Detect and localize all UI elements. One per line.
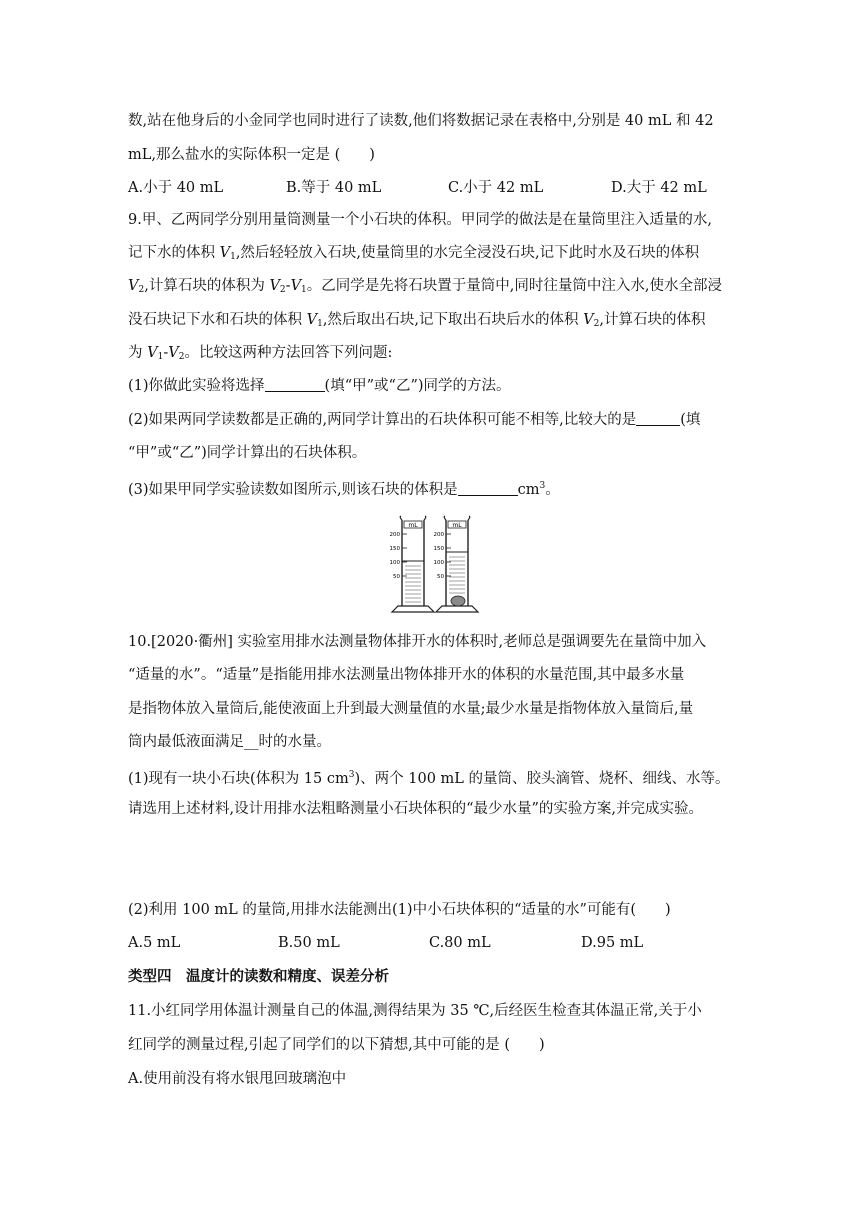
- tick-label: 200: [389, 532, 400, 538]
- q9-subquestion-2: (2)如果两同学读数都是正确的,两同学计算出的石块体积可能不相等,比较大的是 (填: [128, 412, 701, 428]
- q10-text-line-4: 筒内最低液面满足__时的水量。: [128, 734, 331, 750]
- tick-label: 150: [433, 546, 444, 552]
- q10-text-line-3: 是指物体放入量筒后,能使液面上升到最大测量值的水量;最少水量是指物体放入量筒后,量: [128, 701, 694, 717]
- section-heading: 类型四 温度计的读数和精度、误差分析: [128, 969, 389, 985]
- answer-blank[interactable]: [636, 411, 680, 426]
- cylinder-left: [390, 516, 435, 612]
- unit-label: mL: [408, 522, 418, 529]
- unit-label: mL: [452, 522, 462, 529]
- graduated-cylinders-figure: [378, 514, 482, 618]
- tick-label: 150: [389, 546, 400, 552]
- stone: [451, 596, 465, 606]
- q8-option-d: D.大于 42 mL: [611, 180, 707, 196]
- q10-subquestion-2: (2)利用 100 mL 的量筒,用排水法能测出(1)中小石块体积的“适量的水”可能有( ): [128, 902, 671, 918]
- q10-subquestion-1: (1)现有一块小石块(体积为 15 $cm^3$)、两个 100 mL 的量筒、胶头滴管、烧杯、细线、水等。: [128, 770, 730, 787]
- q9-subquestion-1: (1)你做此实验将选择 (填“甲”或“乙”)同学的方法。: [128, 378, 511, 394]
- tick-label: 100: [389, 560, 400, 566]
- q8-option-b: B.等于 40 mL: [286, 180, 382, 196]
- q9-subquestion-2-cont: “甲”或“乙”)同学计算出的石块体积。: [128, 445, 367, 461]
- q10-text-line-1: 10.[2020·衢州] 实验室用排水法测量物体排开水的体积时,老师总是强调要先在量筒中加入: [128, 634, 707, 650]
- q9-text-line-3: $V_2$,计算石块的体积为 $V_2-V_1$。乙同学是先将石块置于量筒中,同时往量筒中注入水,使水全部浸: [128, 278, 722, 295]
- q9-text-line-4: 没石块记下水和石块的体积 $V_1$,然后取出石块,记下取出石块后水的体积 $V_2$,计算石块的体积: [128, 312, 706, 329]
- q10-text-line-2: “适量的水”。“适量”是指能用排水法测量出物体排开水的体积的水量范围,其中最多水量: [128, 667, 685, 683]
- q10-option-b: B.50 mL: [278, 935, 340, 951]
- q11-text-line-2: 红同学的测量过程,引起了同学们的以下猜想,其中可能的是 ( ): [128, 1037, 545, 1053]
- tick-label: 200: [433, 532, 444, 538]
- q9-text-line-2: 记下水的体积 $V_1$,然后轻轻放入石块,使量筒里的水完全浸没石块,记下此时水及石块的体积: [128, 245, 700, 262]
- tick-label: 50: [437, 574, 444, 580]
- q11-option-a: A.使用前没有将水银甩回玻璃泡中: [128, 1071, 347, 1087]
- q8-text-line-1: 数,站在他身后的小金同学也同时进行了读数,他们将数据记录在表格中,分别是 40 mL 和 42: [128, 113, 714, 129]
- tick-label: 100: [433, 560, 444, 566]
- q10-option-c: C.80 mL: [429, 935, 491, 951]
- q9-subquestion-3: (3)如果甲同学实验读数如图所示,则该石块的体积是 $cm^3$。: [128, 481, 560, 498]
- q11-text-line-1: 11.小红同学用体温计测量自己的体温,测得结果为 35 ℃,后经医生检查其体温正常,关于小: [128, 1003, 702, 1019]
- q8-option-c: C.小于 42 mL: [448, 180, 544, 196]
- q9-text-line-1: 9.甲、乙两同学分别用量筒测量一个小石块的体积。甲同学的做法是在量筒里注入适量的水,: [128, 212, 712, 228]
- tick-label: 50: [393, 574, 400, 580]
- q10-option-d: D.95 mL: [581, 935, 644, 951]
- answer-blank[interactable]: [458, 481, 518, 496]
- q10-option-a: A.5 mL: [128, 935, 181, 951]
- q8-option-a: A.小于 40 mL: [128, 180, 224, 196]
- q9-text-line-5: 为 $V_1-V_2$。比较这两种方法回答下列问题:: [128, 345, 393, 362]
- cylinder-right: [434, 516, 479, 612]
- answer-blank[interactable]: [265, 377, 325, 392]
- q8-text-line-2: mL,那么盐水的实际体积一定是 ( ): [128, 147, 375, 163]
- q10-subquestion-1-cont: 请选用上述材料,设计用排水法粗略测量小石块体积的“最少水量”的实验方案,并完成实验。: [128, 801, 704, 817]
